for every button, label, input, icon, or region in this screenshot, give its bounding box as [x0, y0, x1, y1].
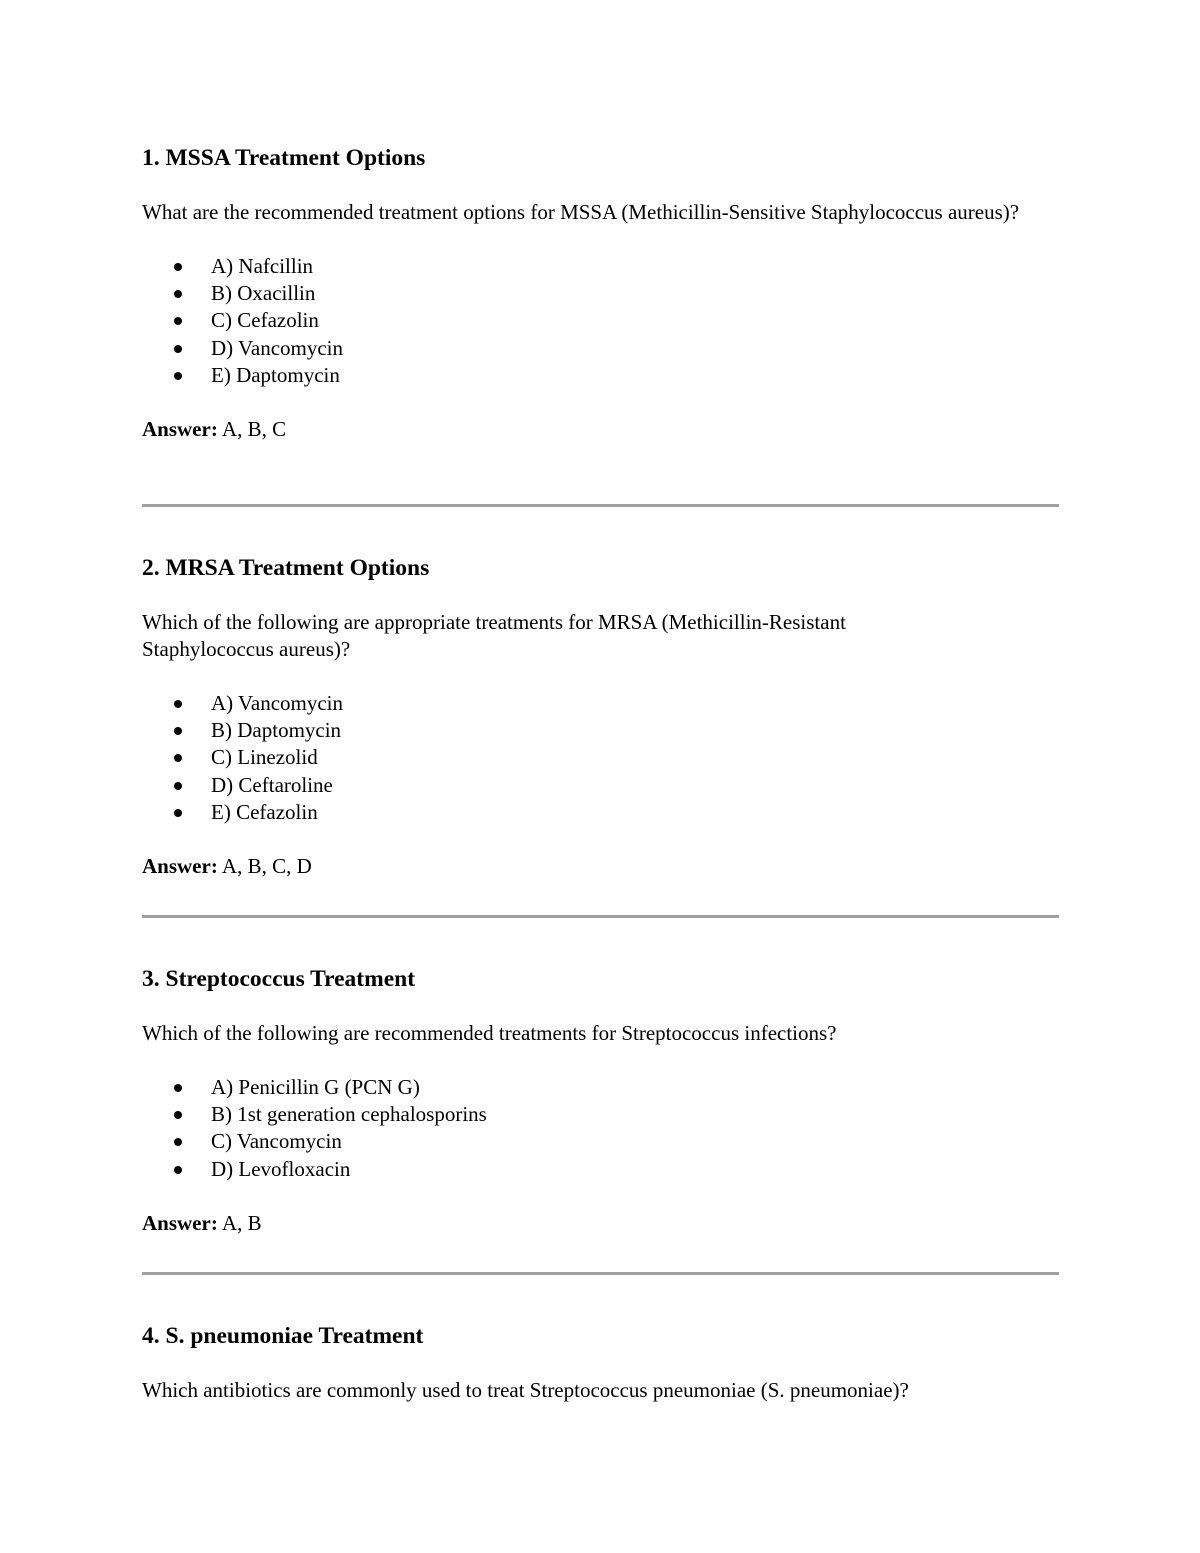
list-item — [142, 772, 1059, 799]
question-1 — [142, 144, 1059, 443]
option-label: C) Linezolid — [211, 745, 318, 770]
question-4 — [142, 1322, 1059, 1404]
divider — [142, 1272, 1059, 1275]
list-item — [142, 690, 1059, 717]
list-item — [142, 307, 1059, 334]
list-item — [142, 335, 1059, 362]
option-label: C) Cefazolin — [211, 308, 319, 333]
question-2-title: 2. MRSA Treatment Options — [142, 555, 430, 581]
question-3-text: Which of the following are recommended treatments for Streptococcus infections? — [142, 1021, 837, 1045]
bullet-icon — [174, 700, 182, 708]
bullet-icon — [174, 727, 182, 735]
question-2-answer — [142, 853, 1059, 880]
list-item — [142, 280, 1059, 307]
question-1-text: What are the recommended treatment options for MSSA (Methicillin-Sensitive Staphylococcus aureus)? — [142, 200, 1020, 224]
bullet-icon — [174, 290, 182, 298]
divider — [142, 504, 1059, 507]
list-item — [142, 717, 1059, 744]
bullet-icon — [174, 1138, 182, 1146]
bullet-icon — [174, 754, 182, 762]
list-item — [142, 362, 1059, 389]
question-2-text: Which of the following are appropriate treatments for MRSA (Methicillin-Resistant Staphylococcus aureus)? — [142, 610, 846, 661]
question-4-text: Which antibiotics are commonly used to treat Streptococcus pneumoniae (S. pneumoniae)? — [142, 1378, 909, 1402]
option-label: C) Vancomycin — [211, 1129, 342, 1154]
bullet-icon — [174, 1166, 182, 1174]
question-3 — [142, 965, 1059, 1237]
option-label: B) Daptomycin — [211, 718, 342, 743]
option-label: A) Nafcillin — [211, 254, 314, 278]
bullet-icon — [174, 782, 182, 790]
bullet-icon — [174, 317, 182, 325]
option-label: D) Vancomycin — [211, 335, 343, 360]
list-item — [142, 1074, 1059, 1101]
answer-label: Answer: — [142, 854, 218, 879]
option-label: D) Levofloxacin — [211, 1156, 351, 1181]
divider — [142, 915, 1059, 918]
bullet-icon — [174, 372, 182, 380]
question-2 — [142, 554, 1059, 880]
question-1-answer — [142, 416, 1059, 443]
option-label: A) Vancomycin — [211, 691, 343, 715]
list-item — [142, 1128, 1059, 1155]
question-1-options — [142, 253, 1059, 389]
bullet-icon — [174, 1084, 182, 1092]
bullet-icon — [174, 809, 182, 817]
option-label: E) Cefazolin — [211, 799, 318, 824]
bullet-icon — [174, 263, 182, 271]
question-3-answer — [142, 1210, 1059, 1237]
list-item — [142, 1156, 1059, 1183]
list-item — [142, 253, 1059, 280]
option-label: B) 1st generation cephalosporins — [211, 1102, 487, 1127]
option-label: A) Penicillin G (PCN G) — [211, 1075, 420, 1099]
option-label: D) Ceftaroline — [211, 772, 333, 797]
answer-label: Answer: — [142, 417, 218, 442]
question-1-title: 1. MSSA Treatment Options — [142, 145, 426, 171]
answer-value: A, B — [221, 1210, 262, 1235]
question-2-options — [142, 690, 1059, 826]
question-3-title: 3. Streptococcus Treatment — [142, 966, 416, 992]
list-item — [142, 1101, 1059, 1128]
list-item — [142, 744, 1059, 771]
bullet-icon — [174, 1111, 182, 1119]
answer-value: A, B, C — [221, 417, 287, 442]
question-4-title: 4. S. pneumoniae Treatment — [142, 1323, 424, 1349]
answer-label: Answer: — [142, 1210, 218, 1235]
answer-value: A, B, C, D — [221, 854, 312, 879]
option-label: B) Oxacillin — [211, 281, 316, 306]
list-item — [142, 799, 1059, 826]
bullet-icon — [174, 345, 182, 353]
question-3-options — [142, 1074, 1059, 1183]
option-label: E) Daptomycin — [211, 362, 340, 387]
